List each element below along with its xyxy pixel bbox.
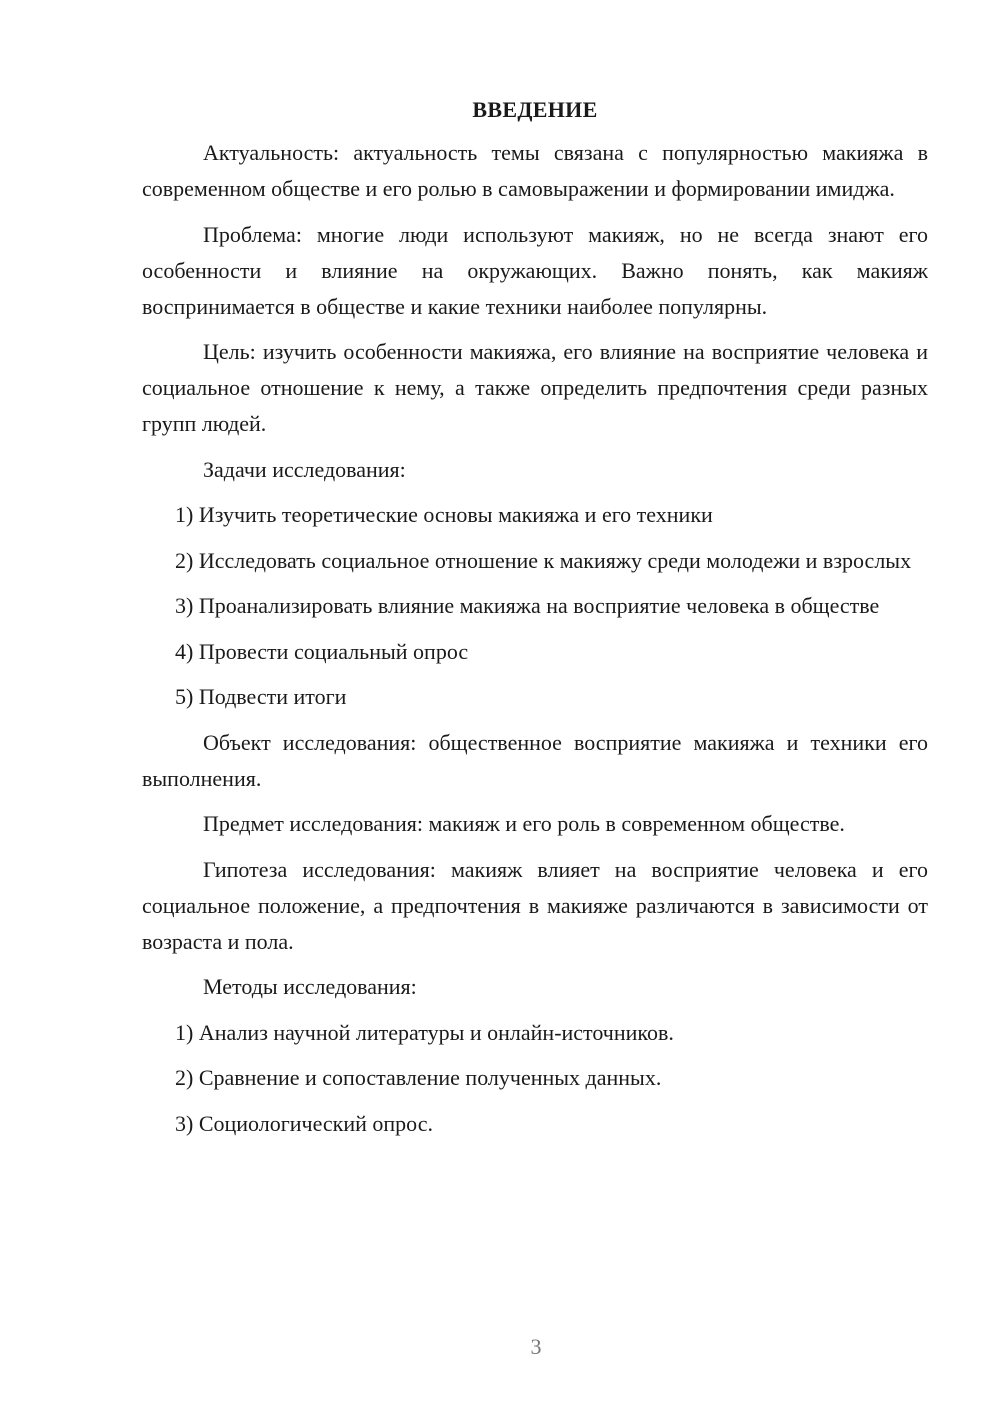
task-item: 2) Исследовать социальное отношение к макияжу среди молодежи и взрослых [175,547,912,573]
hypothesis-paragraph: Гипотеза исследования: макияж влияет на восприятие человека и его социальное положение, а предпочтения в макияже различаются в зависимости от возраста и пола. [142,856,928,954]
task-item: 5) Подвести итоги [175,684,347,709]
task-item: 4) Провести социальный опрос [175,638,469,664]
tasks-title: Задачи исследования: [203,456,406,482]
subject-paragraph: Предмет исследования: макияж и его роль в современном обществе. [203,811,845,836]
goal-paragraph: Цель: изучить особенности макияжа, его влияние на восприятие человека и социальное отношение к нему, а также определить предпочтения среди разных групп людей. [142,339,928,436]
page-number: 3 [530,1334,542,1359]
relevance-paragraph: Актуальность: актуальность темы связана с популярностью макияжа в современном обществе и его ролью в самовыражении и формировании имиджа. [142,140,928,201]
method-item: 2) Сравнение и сопоставление полученных данных. [175,1065,662,1090]
methods-list [142,1015,928,1142]
method-item: 3) Социологический опрос. [175,1110,433,1136]
task-item: 1) Изучить теоретические основы макияжа и его техники [175,502,713,527]
tasks-list [142,497,928,715]
document-page [142,92,928,1151]
section-heading: ВВЕДЕНИЕ [472,97,598,122]
problem-paragraph: Проблема: многие люди используют макияж, но не всегда знают его особенности и влияние на окружающих. Важно понять, как макияж воспринимается в обществе и какие техники наиболее популярны. [142,221,928,319]
task-item: 3) Проанализировать влияние макияжа на восприятие человека в обществе [175,593,880,618]
method-item: 1) Анализ научной литературы и онлайн-источников. [175,1019,674,1045]
methods-title: Методы исследования: [203,974,417,999]
object-paragraph: Объект исследования: общественное восприятие макияжа и техники его выполнения. [142,729,928,791]
